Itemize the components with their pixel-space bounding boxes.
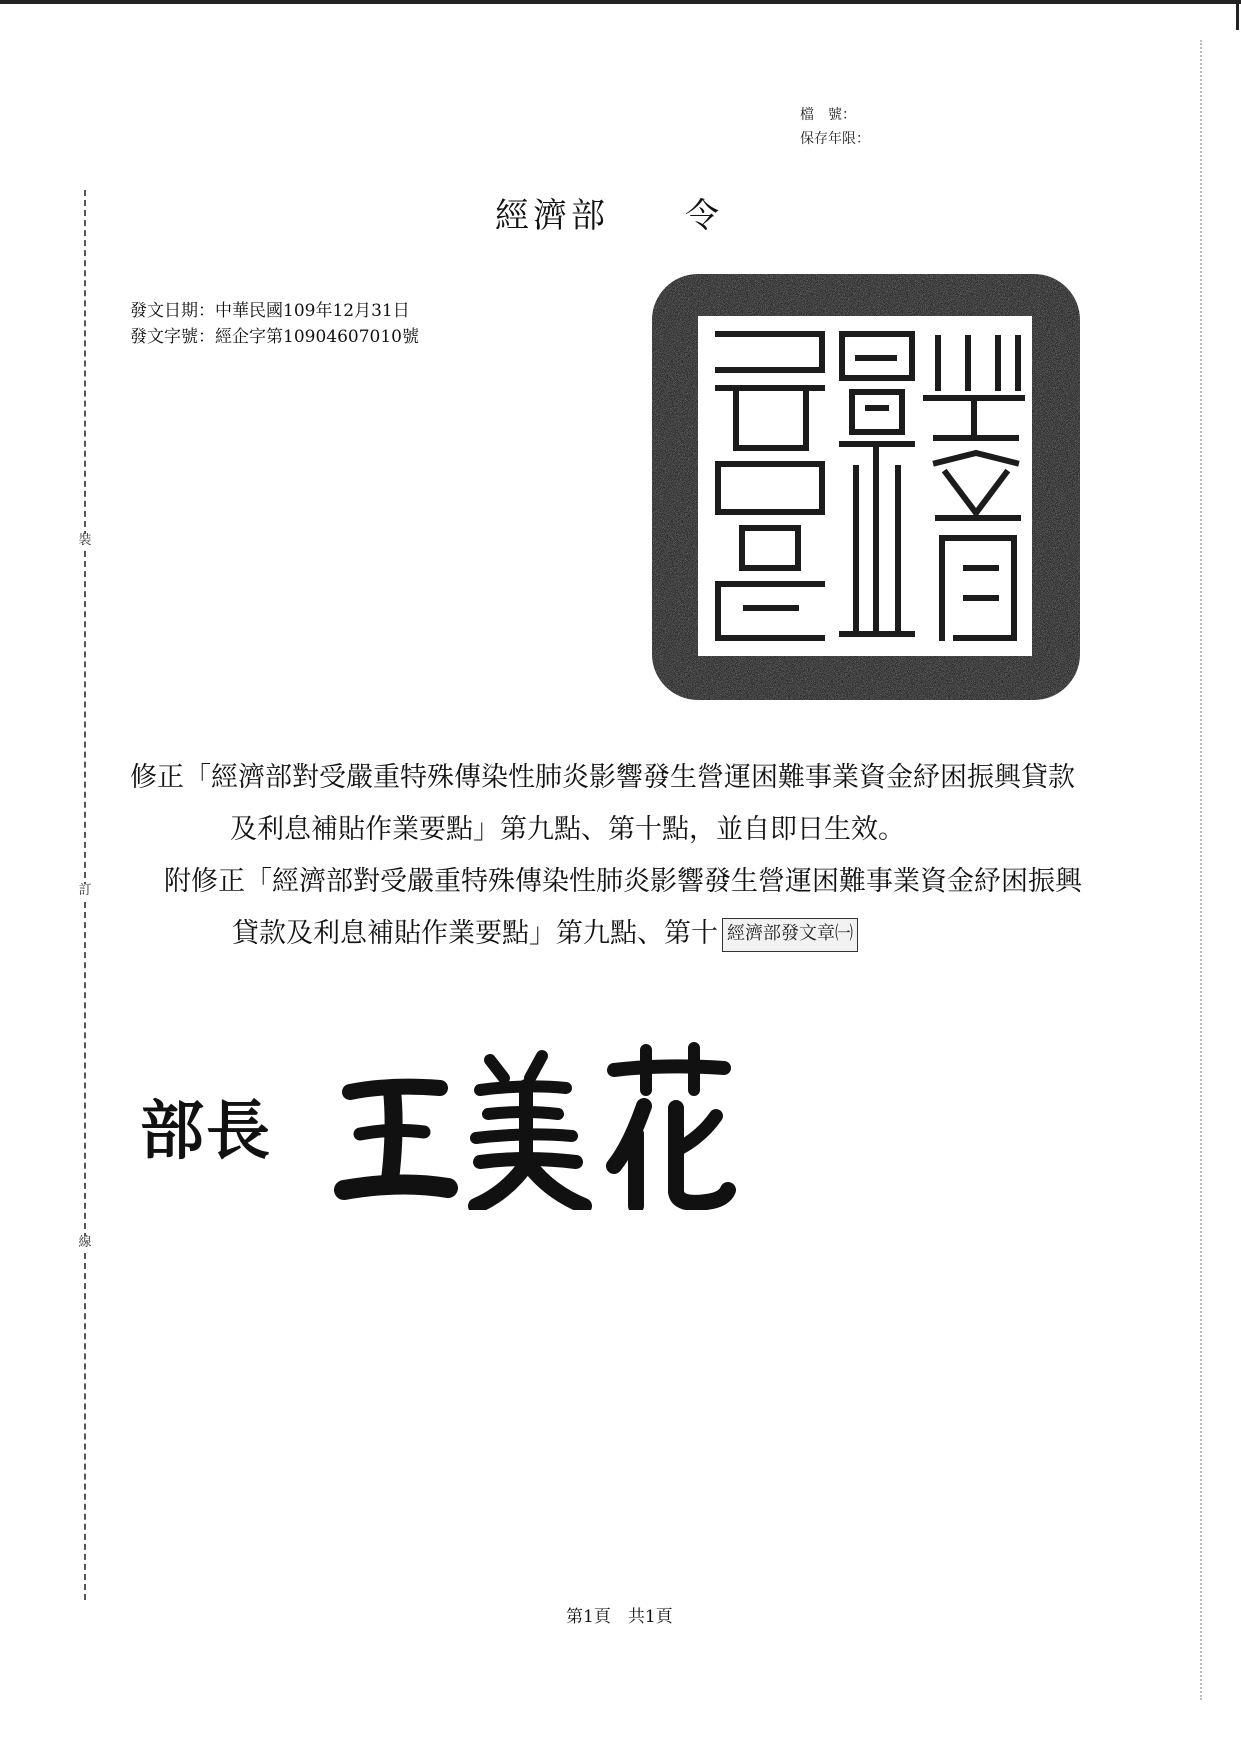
- attachment-text: 附修正「經濟部對受嚴重特殊傳染性肺炎影響發生營運困難事業資金紓困振興貸款及利息補貼作業要點」第九點、第十: [164, 866, 1082, 949]
- document-body: [130, 752, 1090, 960]
- dispatch-stamp: 經濟部發文章㈠: [722, 918, 858, 952]
- page-footer: 第1頁 共1頁: [566, 1607, 673, 1627]
- binding-mark-1: 裝: [74, 534, 96, 548]
- attachment-paragraph: [130, 856, 1090, 960]
- minister-title: 部長: [140, 1094, 272, 1169]
- right-edge-dots: [1200, 40, 1205, 1700]
- official-seal: [646, 268, 1086, 706]
- right-scan-edge: [1236, 0, 1239, 30]
- binding-mark-3: 線: [74, 1236, 96, 1250]
- document-title: 經濟部 令: [495, 196, 723, 236]
- top-scan-edge: [0, 0, 1241, 4]
- retention-label: 保存年限：: [800, 131, 870, 147]
- binding-mark-2: 訂: [74, 884, 96, 898]
- issue-info: [130, 298, 419, 350]
- file-number-label: 檔 號：: [800, 107, 856, 123]
- minister-signature: [330, 1030, 770, 1210]
- file-meta: [800, 103, 870, 151]
- issue-date: 發文日期：中華民國109年12月31日: [130, 301, 410, 321]
- amendment-paragraph: 修正「經濟部對受嚴重特殊傳染性肺炎影響發生營運困難事業資金紓困振興貸款及利息補貼作業要點」第九點、第十點，並自即日生效。: [130, 762, 1075, 845]
- issue-number: 發文字號：經企字第10904607010號: [130, 327, 419, 347]
